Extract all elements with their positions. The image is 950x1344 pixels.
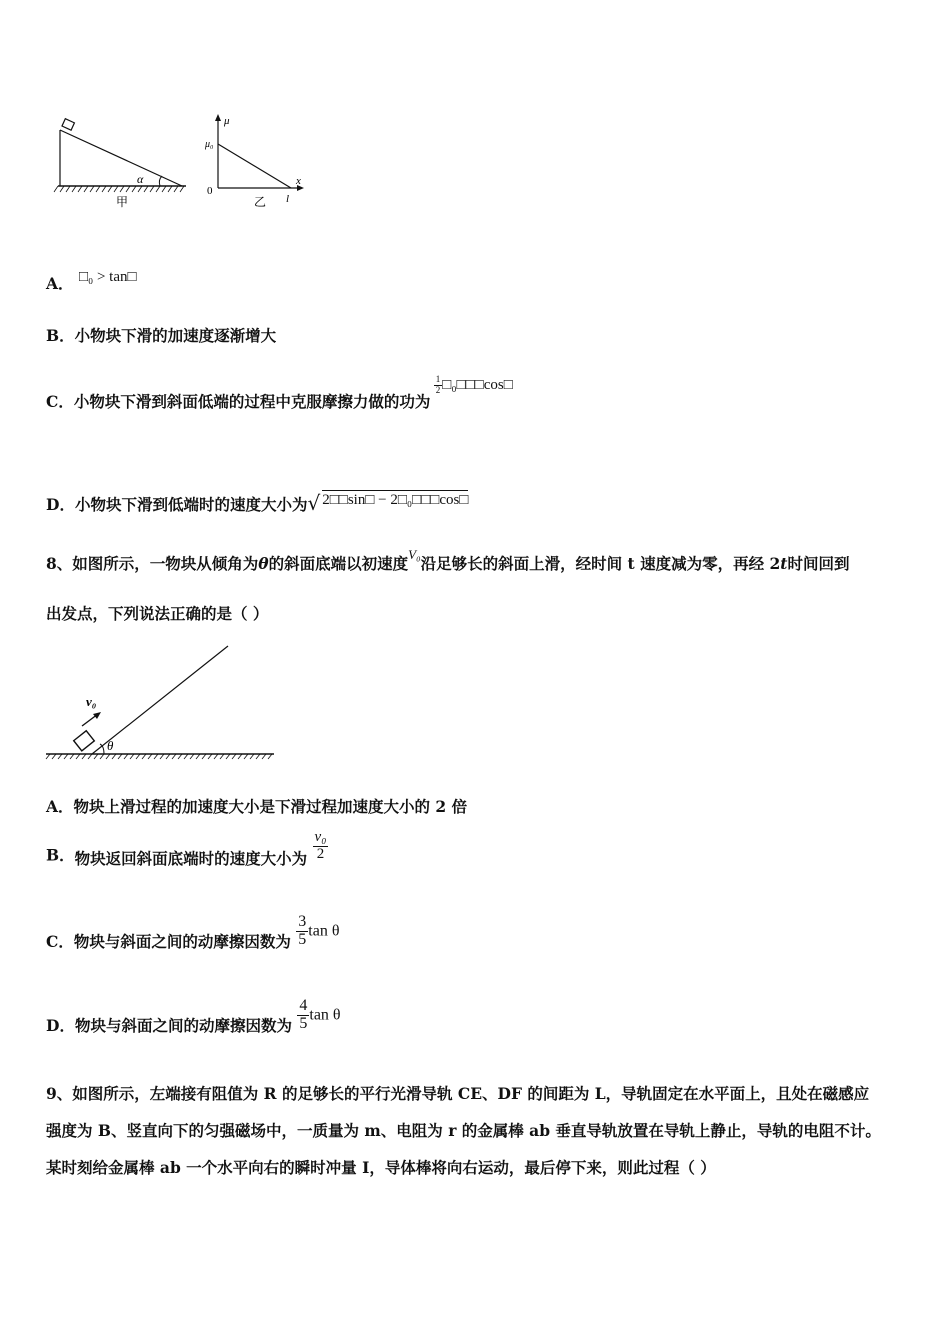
v0-symbol: V₀ [408,547,421,562]
option-label: C． [46,392,74,411]
frac-den: 5 [298,930,307,948]
frac-num: v₀ [314,829,327,845]
option-text: 物块与斜面之间的动摩擦因数为 [73,932,291,952]
q8-stem-line1 [46,547,850,574]
option-label: C． [46,932,74,952]
yi-label: 乙 [254,195,267,209]
q7-option-a [46,269,137,294]
stem-text: 8、如图所示，一物块从倾角为 [46,554,259,573]
figure-incline-and-graph [48,110,318,220]
q9-stem-line1 [46,1082,869,1104]
q9-stem-line2 [46,1119,881,1141]
formula-text: tan θ [309,1006,341,1024]
q7-option-d [46,491,468,515]
fraction [434,375,443,395]
alpha-label: α [137,172,144,186]
t-symbol: t [780,554,788,573]
q7-a-formula: □₀ > tan□ [78,269,137,285]
frac-den: 2 [435,384,441,395]
theta-symbol: θ [258,554,269,573]
option-label: B． [46,845,75,865]
stem-text: 时间回到 [787,554,850,573]
frac-den: 5 [299,1014,308,1032]
graph-yi [204,114,304,209]
frac-num: 3 [298,913,307,930]
option-text: 物块上滑过程的加速度大小是下滑过程加速度大小的 2 倍 [73,797,468,816]
fraction [296,914,308,949]
theta-label: θ [107,738,114,753]
q9-stem-line3 [46,1156,716,1178]
q8-option-c [46,913,340,952]
q7-c-formula [434,374,513,393]
mu0-label: μ₀ [205,139,214,150]
stem-text: 强度为 B、竖直向下的匀强磁场中，一质量为 m、电阻为 r 的金属棒 ab 垂直导轨放置在导轨上静止，导轨的电阻不计。 [46,1121,881,1140]
origin-label: 0 [207,185,213,197]
v0-label: v₀ [86,694,97,709]
fraction [313,830,329,863]
sqrt-content: 2□□sin□ − 2□₀□□□cos□ [322,492,469,508]
option-label: A． [46,274,74,293]
figure-incline-q8 [44,642,280,764]
stem-text: 沿足够长的斜面上滑，经时间 t 速度减为零，再经 2 [420,554,781,573]
frac-num: 4 [299,997,308,1014]
fraction [297,998,309,1033]
stem-text: 出发点，下列说法正确的是（ ） [46,604,269,623]
option-label: A． [46,797,74,816]
mu-axis-label: μ [224,115,230,127]
option-label: D． [46,495,75,514]
option-label: D． [46,1016,75,1036]
q7-option-c [46,374,515,413]
x-axis-label: x [296,175,301,187]
stem-text: 的斜面底端以初速度 [268,554,409,573]
formula-text: tan θ [308,922,340,940]
option-text: 小物块下滑到斜面低端的过程中克服摩擦力做的功为 [73,392,431,411]
option-text: 物块与斜面之间的动摩擦因数为 [74,1016,292,1036]
q8-stem-line2 [46,602,268,624]
frac-num: 1 [435,374,441,385]
sqrt-sign: √ [307,491,321,515]
q8-option-b [46,829,328,871]
option-label: B． [46,326,75,345]
incline-jia [54,119,186,209]
option-text: 小物块下滑到低端时的速度大小为 [74,495,308,514]
q8-option-d [46,997,341,1036]
option-text: 小物块下滑的加速度逐渐增大 [74,326,277,345]
frac-den: 2 [316,845,325,862]
jia-label: 甲 [116,195,129,209]
stem-text: 9、如图所示，左端接有阻值为 R 的足够长的平行光滑导轨 CE、DF 的间距为 L，导轨固定在水平面上，且处在磁感应 [46,1084,870,1103]
stem-text: 某时刻给金属棒 ab 一个水平向右的瞬时冲量 I，导体棒将向右运动，最后停下来，则此过程（ ） [46,1158,716,1177]
formula-text: □₀□□□cos□ [442,377,513,393]
option-text: 物块返回斜面底端时的速度大小为 [74,849,308,869]
l-label: l [286,193,290,205]
q7-option-b [46,324,276,346]
q8-option-a [46,795,467,817]
